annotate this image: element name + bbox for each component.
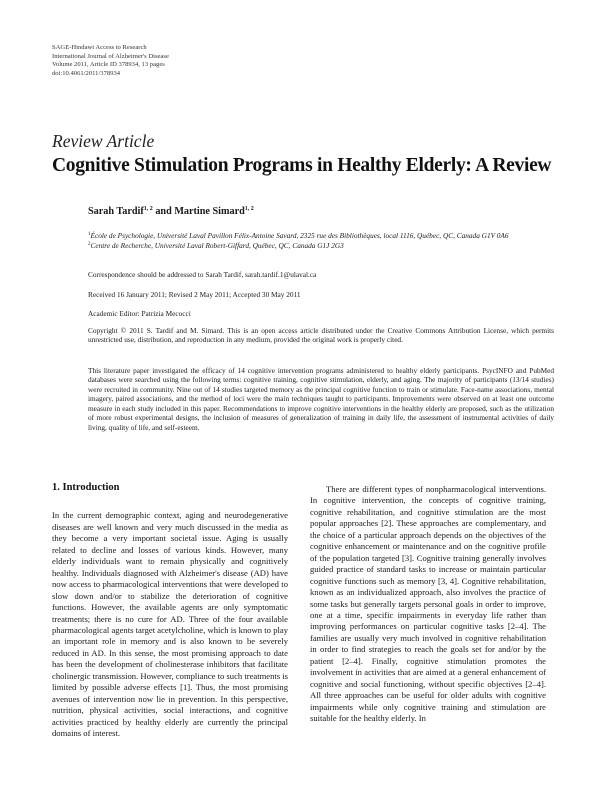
affiliation-1: $^1$École de Psychologie, Université Laval Pavillon Félix-Antoine Savard, 2325 rue des Bibliothèques, local 1116, Québec, QC, Canada G1V 0A6 xyxy=(88,231,509,240)
author-affiliation-marker: 1, 2 xyxy=(244,206,254,212)
affiliations xyxy=(88,230,554,251)
affiliation-marker: 1 xyxy=(88,232,91,237)
journal-header-volume: Volume 2011, Article ID 378934, 13 pages xyxy=(52,61,165,69)
abstract: This literature paper investigated the efficacy of 14 cognitive intervention programs administered to healthy elderly participants. PsycINFO and PubMed databases were searched using the following terms: cognitive training, cognitive stimulation, elderly, and aging. The majority of participants (13/14 studies) were recruited in community. Nine out of 14 studies targeted memory as the principal cognitive function to train or stimulate. Face-name associations, mental imagery, paired associations, and the method of loci were the main techniques taught to participants. Improvements were observed on at least one outcome measure in each study included in this paper. Recommendations to improve cognitive interventions in the healthy elderly are proposed, such as the utilization of more robust experimental designs, the inclusion of measures of generalization of training in daily life, the assessment of instrumental activities of daily living, quality of life, and self-esteem. xyxy=(88,366,554,432)
body-column-right xyxy=(310,484,546,725)
affiliation-2: $^2$Centre de Recherche, Université Laval Robert-Giffard, Québec, QC, Canada G1J 2G3 xyxy=(88,241,344,251)
copyright-notice: Copyright © 2011 S. Tardif and M. Simard. This is an open access article distributed under the Creative Commons Attribution License, which permits unrestricted use, distribution, and reproduction in any medium, provided the original work is properly cited. xyxy=(88,326,554,345)
paper-title: Cognitive Stimulation Programs in Healthy Elderly: A Review xyxy=(52,155,552,176)
author-conjunction: and xyxy=(152,206,175,217)
body-paragraph: There are different types of nonpharmacological interventions. In cognitive intervention, the concepts of cognitive training, cognitive rehabilitation, and cognitive stimulation are the most popular approaches [2]. These approaches are complementary, and the choice of a particular approach depends on the objectives of the cognitive enhancement or maintenance and on the cognitive profile of the population targeted [3]. Cognitive training generally involves guided practice of standard tasks to increase or maintain particular cognitive functions such as memory [3, 4]. Cognitive rehabilitation, known as an individualized approach, also involves the practice of some tasks but generally targets personal goals in order to improve, one at a time, specific impairments in everyday life rather than improving performances on particular cognitive tasks [2–4]. The families are usually very much involved in cognitive rehabilitation in order to find strategies to reach the goals set for and/or by the patient [2–4]. Finally, cognitive stimulation promotes the involvement in activities that are aimed at a general enhancement of cognitive and social functioning, without specific objectives [2–4]. All three approaches can be useful for older adults with cognitive impairments while only cognitive training and stimulation are suitable for the healthy elderly. In xyxy=(310,484,546,724)
author-affiliation-marker: 1, 2 xyxy=(143,206,153,212)
body-paragraph: In the current demographic context, aging and neurodegenerative diseases are well known and very much discussed in the media as they become a very important societal issue. Aging is usually related to decline and losses of various kinds. However, many elderly individuals want to remain physically and cognitively healthy. Individuals diagnosed with Alzheimer's disease (AD) have now access to pharmacological interventions that were developed to slow down and/or to stabilize the deterioration of cognitive functions. However, the available agents are only symptomatic treatments; there is no cure for AD. Three of the four available pharmacological agents target acetylcholine, which is known to play an important role in memory and is also known to be severely reduced in AD. In this sense, the most promising approach to date has been the development of cholinesterase inhibitors that facilitate cholinergic transmission. However, compliance to such treatments is limited by possible adverse effects [1]. Thus, the most promising avenues of intervention now lie in prevention. In this perspective, nutrition, physical activities, social interactions, and cognitive activities practiced by healthy elderly are currently the principal domains of interest. xyxy=(52,510,289,739)
body-column-left xyxy=(52,482,288,740)
affiliation-marker: 2 xyxy=(88,242,91,248)
author-name: Sarah Tardif xyxy=(88,206,144,217)
correspondence: Correspondence should be addressed to Sarah Tardif, sarah.tardif.1@ulaval.ca xyxy=(88,270,317,279)
publication-dates: Received 16 January 2011; Revised 2 May 2011; Accepted 30 May 2011 xyxy=(88,290,301,299)
journal-header-publisher: SAGE-Hindawi Access to Research xyxy=(52,44,147,51)
journal-header-doi[interactable]: doi:10.4061/2011/378934 xyxy=(52,69,121,77)
academic-editor: Academic Editor: Patrizia Mecocci xyxy=(88,309,191,318)
author-list xyxy=(88,206,254,217)
author-name: Martine Simard xyxy=(174,206,245,217)
section-heading: 1. Introduction xyxy=(52,482,120,493)
article-type: Review Article xyxy=(52,131,155,151)
journal-header-journal: International Journal of Alzheimer's Disease xyxy=(52,52,169,60)
journal-header xyxy=(52,44,169,78)
